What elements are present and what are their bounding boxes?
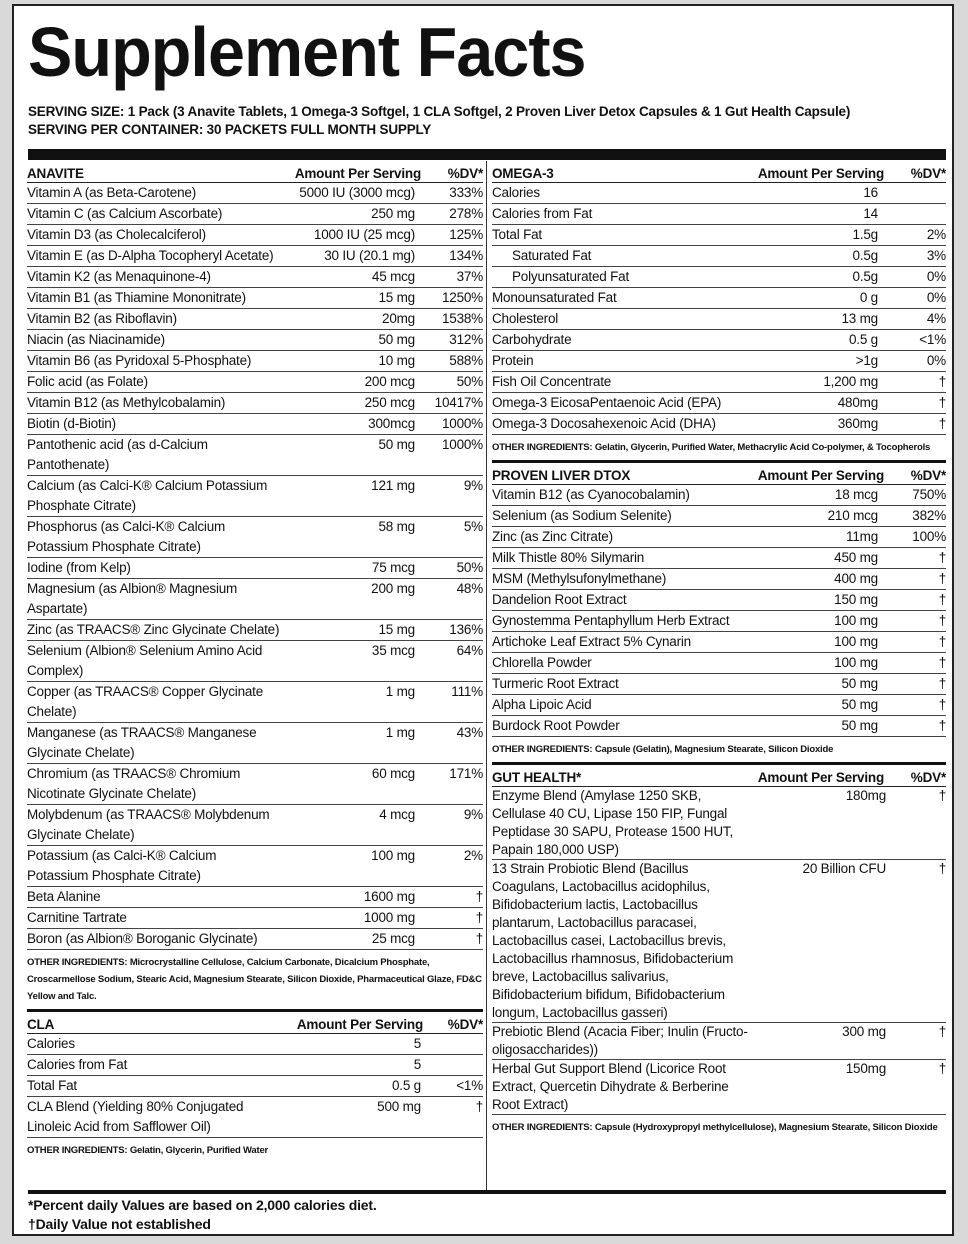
table-row [27, 682, 483, 723]
dv-value: 37% [456, 269, 483, 284]
amount-value: 60 mcg [371, 766, 415, 781]
dv-value: 588% [449, 353, 483, 368]
nutrient-name: Prebiotic Blend (Acacia Fiber; Inulin (Fructo-oligosaccharides)) [492, 1024, 748, 1057]
dv-value: 1538% [441, 311, 483, 326]
nutrient-name: Vitamin E (as D-Alpha Tocopheryl Acetate) [27, 248, 274, 263]
table-row [492, 548, 946, 569]
serving-info [28, 103, 850, 139]
table-row [492, 225, 946, 246]
section-title: GUT HEALTH* [492, 770, 582, 785]
amount-value: 150 mg [834, 592, 878, 607]
dv-value: † [475, 889, 483, 904]
dv-value [878, 204, 946, 224]
table-row [492, 351, 946, 372]
dv-value [421, 1055, 483, 1075]
dv-value: † [938, 571, 946, 586]
table-row [27, 183, 483, 204]
amount-value: 58 mg [378, 519, 415, 534]
dv-header: %DV* [447, 166, 483, 181]
amount-value: 50 mg [378, 332, 415, 347]
amount-value: 180mg [845, 788, 886, 803]
dv-value [878, 183, 946, 203]
amount-value: 25 mcg [371, 931, 415, 946]
table-row [492, 267, 946, 288]
amount-value: 1.5g [852, 227, 878, 242]
header-divider [28, 149, 946, 160]
amount-header: Amount Per Serving [296, 1017, 423, 1032]
amount-value: 360mg [837, 416, 878, 431]
dv-value: 9% [463, 478, 483, 493]
dv-header: %DV* [910, 770, 946, 785]
dv-value: 64% [456, 643, 483, 658]
dv-value: † [938, 655, 946, 670]
table-row [27, 225, 483, 246]
footer-divider [28, 1190, 946, 1194]
nutrient-name: Burdock Root Powder [492, 718, 620, 733]
table-row [27, 805, 483, 846]
cla-other-ingredients: OTHER INGREDIENTS: Gelatin, Glycerin, Purified Water [27, 1145, 269, 1156]
table-row [27, 517, 483, 558]
table-row [492, 590, 946, 611]
dv-value: 171% [449, 766, 483, 781]
gut-other-ingredients: OTHER INGREDIENTS: Capsule (Hydroxypropyl methylcellulose), Magnesium Stearate, Silicon Dioxide [492, 1122, 938, 1133]
table-row [27, 887, 483, 908]
dv-value: 125% [449, 227, 483, 242]
amount-value: 1 mg [385, 725, 415, 740]
amount-header: Amount Per Serving [294, 166, 421, 181]
nutrient-name: Vitamin B12 (as Cyanocobalamin) [492, 487, 690, 502]
nutrient-name: Manganese (as TRAACS® Manganese Glycinate Chelate) [27, 725, 257, 760]
nutrient-name: 13 Strain Probiotic Blend (Bacillus Coagulans, Lactobacillus acidophilus, Bifidobacterium lactis, Lactobacillus plantarum, Lactobacillus paracasei, Lactobacillus casei, Lactobacillus brevis, Lactobacillus rhamnosus, Bifidobacterium breve, Lactobacillus salivarius, Bifidobacterium bifidum, Bifidobacterium longum, Lactobacillus gasseri) [492, 861, 734, 1020]
nutrient-name: Saturated Fat [512, 248, 592, 263]
nutrient-name: Molybdenum (as TRAACS® Molybdenum Glycinate Chelate) [27, 807, 270, 842]
dv-value: 1000% [441, 416, 483, 431]
amount-value: 100 mg [834, 655, 878, 670]
footnotes [28, 1196, 377, 1234]
table-row [492, 414, 946, 435]
cla-table [27, 1034, 483, 1138]
table-row [492, 485, 946, 506]
table-row [492, 288, 946, 309]
anavite-header [27, 161, 483, 183]
nutrient-name: Zinc (as Zinc Citrate) [492, 529, 613, 544]
nutrient-name: Protein [492, 353, 534, 368]
table-row [492, 787, 946, 860]
nutrient-name: Iodine (from Kelp) [27, 560, 131, 575]
amount-value: 100 mg [834, 613, 878, 628]
table-row [27, 435, 483, 476]
nutrient-name: Turmeric Root Extract [492, 676, 619, 691]
table-row [492, 204, 946, 225]
nutrient-name: MSM (Methylsufonylmethane) [492, 571, 667, 586]
dv-value: 50% [456, 560, 483, 575]
nutrient-name: Herbal Gut Support Blend (Licorice Root Extract, Quercetin Dihydrate & Berberine Root Extract) [492, 1061, 729, 1112]
dv-value: <1% [456, 1078, 483, 1093]
amount-value: 100 mg [371, 848, 415, 863]
table-row [27, 620, 483, 641]
amount-value: 200 mcg [364, 374, 415, 389]
nutrient-name: Omega-3 Docosahexenoic Acid (DHA) [492, 416, 716, 431]
table-row [492, 1023, 946, 1060]
dv-value: 50% [456, 374, 483, 389]
dv-value: 43% [456, 725, 483, 740]
nutrient-name: Artichoke Leaf Extract 5% Cynarin [492, 634, 691, 649]
table-row [492, 653, 946, 674]
nutrient-name: Total Fat [27, 1078, 77, 1093]
table-row [27, 764, 483, 805]
dv-value: 48% [456, 581, 483, 596]
dv-value: 4% [926, 311, 946, 326]
nutrient-name: Dandelion Root Extract [492, 592, 627, 607]
dv-value: 382% [912, 508, 946, 523]
dv-value [421, 1034, 483, 1054]
dv-value: 136% [449, 622, 483, 637]
dv-value: 2% [463, 848, 483, 863]
gut-section [492, 765, 946, 1140]
nutrient-name: Chromium (as TRAACS® Chromium Nicotinate Glycinate Chelate) [27, 766, 241, 801]
dv-value: 0% [926, 269, 946, 284]
amount-value: 210 mcg [827, 508, 878, 523]
gut-header [492, 765, 946, 787]
dv-value: 111% [451, 684, 483, 699]
nutrient-name: Niacin (as Niacinamide) [27, 332, 165, 347]
amount-value: 14 [863, 206, 878, 221]
nutrient-name: Enzyme Blend (Amylase 1250 SKB, Cellulase 40 CU, Lipase 150 FIP, Fungal Peptidase 30 SAPU, Protease 1500 HUT, Papain 180,000 USP) [492, 788, 733, 857]
amount-value: 5 [413, 1036, 421, 1051]
nutrient-name: Vitamin B12 (as Methylcobalamin) [27, 395, 226, 410]
dv-value: 9% [463, 807, 483, 822]
nutrient-name: Potassium (as Calci-K® Calcium Potassium Phosphate Citrate) [27, 848, 217, 883]
nutrient-name: Copper (as TRAACS® Copper Glycinate Chelate) [27, 684, 264, 719]
amount-value: 1600 mg [363, 889, 415, 904]
table-row [27, 641, 483, 682]
dv-value: 1250% [441, 290, 483, 305]
table-row [27, 558, 483, 579]
amount-value: 1000 IU (25 mcg) [313, 227, 415, 242]
table-row [27, 579, 483, 620]
nutrient-name: Folic acid (as Folate) [27, 374, 148, 389]
amount-value: 5000 IU (3000 mcg) [299, 185, 415, 200]
nutrient-name: Calcium (as Calci-K® Calcium Potassium Phosphate Citrate) [27, 478, 268, 513]
dv-value: 750% [912, 487, 946, 502]
table-row [492, 527, 946, 548]
table-row [27, 908, 483, 929]
dagger-footnote: †Daily Value not established [28, 1216, 211, 1232]
amount-value: 16 [863, 185, 878, 200]
dv-value: 333% [449, 185, 483, 200]
dv-value: † [938, 395, 946, 410]
nutrient-name: Boron (as Albion® Boroganic Glycinate) [27, 931, 258, 946]
nutrient-name: Vitamin B1 (as Thiamine Mononitrate) [27, 290, 246, 305]
nutrient-name: Selenium (Albion® Selenium Amino Acid Complex) [27, 643, 263, 678]
nutrient-name: Vitamin A (as Beta-Carotene) [27, 185, 196, 200]
section-title: OMEGA-3 [492, 166, 554, 181]
amount-value: 450 mg [834, 550, 878, 565]
nutrient-name: Calories [27, 1036, 75, 1051]
omega3-header [492, 161, 946, 183]
table-row [492, 506, 946, 527]
omega3-table [492, 183, 946, 435]
amount-value: 300mcg [368, 416, 415, 431]
table-row [492, 569, 946, 590]
table-row [27, 723, 483, 764]
table-row [492, 330, 946, 351]
left-column [27, 161, 483, 1163]
servings-per-container: SERVING PER CONTAINER: 30 PACKETS FULL MONTH SUPPLY [28, 122, 432, 137]
table-row [492, 183, 946, 204]
nutrient-name: Fish Oil Concentrate [492, 374, 612, 389]
dv-value: † [938, 613, 946, 628]
amount-value: 0 g [859, 290, 878, 305]
table-row [492, 309, 946, 330]
section-title: CLA [27, 1017, 55, 1032]
nutrient-name: Carbohydrate [492, 332, 572, 347]
gut-table [492, 787, 946, 1115]
nutrient-name: Alpha Lipoic Acid [492, 697, 592, 712]
cla-section [27, 1012, 483, 1163]
dv-value: 134% [449, 248, 483, 263]
amount-value: 300 mg [842, 1024, 886, 1039]
dv-value: † [938, 1024, 946, 1039]
nutrient-name: Monounsaturated Fat [492, 290, 617, 305]
amount-value: 0.5g [852, 269, 878, 284]
nutrient-name: Chlorella Powder [492, 655, 592, 670]
nutrient-name: Total Fat [492, 227, 542, 242]
percent-dv-footnote: *Percent daily Values are based on 2,000 calories diet. [28, 1197, 377, 1213]
nutrient-name: CLA Blend (Yielding 80% Conjugated Linoleic Acid from Safflower Oil) [27, 1099, 244, 1134]
table-row [27, 929, 483, 950]
nutrient-name: Vitamin D3 (as Cholecalciferol) [27, 227, 206, 242]
amount-header: Amount Per Serving [757, 166, 884, 181]
column-divider [486, 161, 487, 1191]
amount-value: >1g [855, 353, 878, 368]
amount-value: 500 mg [377, 1099, 421, 1114]
nutrient-name: Vitamin B6 (as Pyridoxal 5-Phosphate) [27, 353, 252, 368]
table-row [27, 476, 483, 517]
amount-value: 480mg [837, 395, 878, 410]
table-row [492, 674, 946, 695]
table-row [27, 246, 483, 267]
amount-value: 1 mg [385, 684, 415, 699]
anavite-other-ingredients: OTHER INGREDIENTS: Microcrystalline Cellulose, Calcium Carbonate, Dicalcium Phosphate, Croscarmellose Sodium, Stearic Acid, Magnesium Stearate, Silicon Dioxide, Pharmaceutical Glaze, FD&C Yellow and Talc. [27, 957, 482, 1002]
amount-value: 18 mcg [834, 487, 878, 502]
nutrient-name: Vitamin K2 (as Menaquinone-4) [27, 269, 211, 284]
dv-header: %DV* [910, 468, 946, 483]
table-row [492, 372, 946, 393]
section-title: PROVEN LIVER DTOX [492, 468, 631, 483]
table-row [27, 846, 483, 887]
nutrient-name: Polyunsaturated Fat [512, 269, 630, 284]
nutrient-name: Magnesium (as Albion® Magnesium Aspartate) [27, 581, 238, 616]
table-row [27, 330, 483, 351]
dv-value: † [938, 861, 946, 876]
dv-value: 1000% [441, 437, 483, 452]
amount-value: 50 mg [841, 697, 878, 712]
amount-value: 250 mg [371, 206, 415, 221]
amount-header: Amount Per Serving [757, 468, 884, 483]
amount-header: Amount Per Serving [757, 770, 884, 785]
nutrient-name: Gynostemma Pentaphyllum Herb Extract [492, 613, 730, 628]
dv-value: † [938, 592, 946, 607]
amount-value: 13 mg [841, 311, 878, 326]
amount-value: 20mg [382, 311, 415, 326]
liver-table [492, 485, 946, 737]
amount-value: 1,200 mg [823, 374, 878, 389]
amount-value: 121 mg [371, 478, 415, 493]
nutrient-name: Biotin (d-Biotin) [27, 416, 116, 431]
dv-header: %DV* [910, 166, 946, 181]
table-row [492, 860, 946, 1023]
dv-value: † [938, 788, 946, 803]
nutrient-name: Calories from Fat [492, 206, 593, 221]
nutrient-name: Pantothenic acid (as d-Calcium Pantothenate) [27, 437, 208, 472]
dv-value: † [938, 374, 946, 389]
dv-header: %DV* [447, 1017, 483, 1032]
table-row [492, 246, 946, 267]
nutrient-name: Selenium (as Sodium Selenite) [492, 508, 672, 523]
nutrient-name: Vitamin B2 (as Riboflavin) [27, 311, 177, 326]
table-row [27, 267, 483, 288]
dv-value: † [475, 1099, 483, 1114]
table-row [492, 695, 946, 716]
dv-value: 10417% [434, 395, 483, 410]
anavite-table [27, 183, 483, 950]
table-row [27, 1055, 483, 1076]
nutrient-name: Vitamin C (as Calcium Ascorbate) [27, 206, 223, 221]
cla-header [27, 1012, 483, 1034]
page-title: Supplement Facts [28, 13, 586, 91]
table-row [27, 1034, 483, 1055]
amount-value: 75 mcg [371, 560, 415, 575]
dv-value: 312% [449, 332, 483, 347]
table-row [492, 632, 946, 653]
dv-value: 0% [926, 290, 946, 305]
liver-header [492, 463, 946, 485]
amount-value: 250 mcg [364, 395, 415, 410]
nutrient-name: Calories [492, 185, 540, 200]
amount-value: 0.5g [852, 248, 878, 263]
liver-other-ingredients: OTHER INGREDIENTS: Capsule (Gelatin), Magnesium Stearate, Silicon Dioxide [492, 744, 834, 755]
nutrient-name: Milk Thistle 80% Silymarin [492, 550, 645, 565]
table-row [492, 393, 946, 414]
dv-value: 100% [912, 529, 946, 544]
amount-value: 50 mg [841, 676, 878, 691]
dv-value: † [938, 634, 946, 649]
dv-value: † [938, 697, 946, 712]
dv-value: 278% [449, 206, 483, 221]
table-row [27, 414, 483, 435]
serving-size: SERVING SIZE: 1 Pack (3 Anavite Tablets, 1 Omega-3 Softgel, 1 CLA Softgel, 2 Proven Liver Detox Capsules & 1 Gut Health Capsule) [28, 104, 851, 119]
nutrient-name: Omega-3 EicosaPentaenoic Acid (EPA) [492, 395, 722, 410]
amount-value: 35 mcg [371, 643, 415, 658]
dv-value: 2% [926, 227, 946, 242]
amount-value: 200 mg [371, 581, 415, 596]
amount-value: 10 mg [378, 353, 415, 368]
dv-value: † [938, 718, 946, 733]
nutrient-name: Cholesterol [492, 311, 559, 326]
table-row [27, 372, 483, 393]
amount-value: 15 mg [378, 622, 415, 637]
table-row [27, 204, 483, 225]
nutrient-name: Calories from Fat [27, 1057, 128, 1072]
nutrient-name: Phosphorus (as Calci-K® Calcium Potassium Phosphate Citrate) [27, 519, 226, 554]
right-column [492, 161, 946, 1140]
amount-value: 20 Billion CFU [802, 861, 886, 876]
amount-value: 100 mg [834, 634, 878, 649]
dv-value: <1% [919, 332, 946, 347]
amount-value: 400 mg [834, 571, 878, 586]
amount-value: 50 mg [841, 718, 878, 733]
table-row [492, 611, 946, 632]
dv-value: † [938, 676, 946, 691]
dv-value: 3% [926, 248, 946, 263]
dv-value: † [938, 1061, 946, 1076]
table-row [27, 309, 483, 330]
amount-value: 30 IU (20.1 mg) [324, 248, 415, 263]
table-row [27, 1097, 483, 1138]
amount-value: 0.5 g [848, 332, 878, 347]
amount-value: 1000 mg [363, 910, 415, 925]
dv-value: 5% [463, 519, 483, 534]
table-row [492, 1060, 946, 1115]
nutrient-name: Zinc (as TRAACS® Zinc Glycinate Chelate) [27, 622, 280, 637]
nutrient-name: Beta Alanine [27, 889, 101, 904]
nutrient-name: Carnitine Tartrate [27, 910, 127, 925]
supplement-facts-panel [12, 4, 954, 1236]
amount-value: 0.5 g [391, 1078, 421, 1093]
dv-value: † [475, 931, 483, 946]
amount-value: 11mg [846, 529, 878, 544]
dv-value: † [475, 910, 483, 925]
amount-value: 4 mcg [379, 807, 415, 822]
table-row [27, 351, 483, 372]
table-row [492, 716, 946, 737]
table-row [27, 288, 483, 309]
omega3-other-ingredients: OTHER INGREDIENTS: Gelatin, Glycerin, Purified Water, Methacrylic Acid Co-polymer, & Tocopherols [492, 442, 931, 453]
table-row [27, 393, 483, 414]
table-row [27, 1076, 483, 1097]
amount-value: 50 mg [378, 437, 415, 452]
dv-value: 0% [926, 353, 946, 368]
dv-value: † [938, 416, 946, 431]
section-title: ANAVITE [27, 166, 84, 181]
amount-value: 5 [413, 1057, 421, 1072]
amount-value: 150mg [845, 1061, 886, 1076]
amount-value: 15 mg [378, 290, 415, 305]
amount-value: 45 mcg [371, 269, 415, 284]
dv-value: † [938, 550, 946, 565]
